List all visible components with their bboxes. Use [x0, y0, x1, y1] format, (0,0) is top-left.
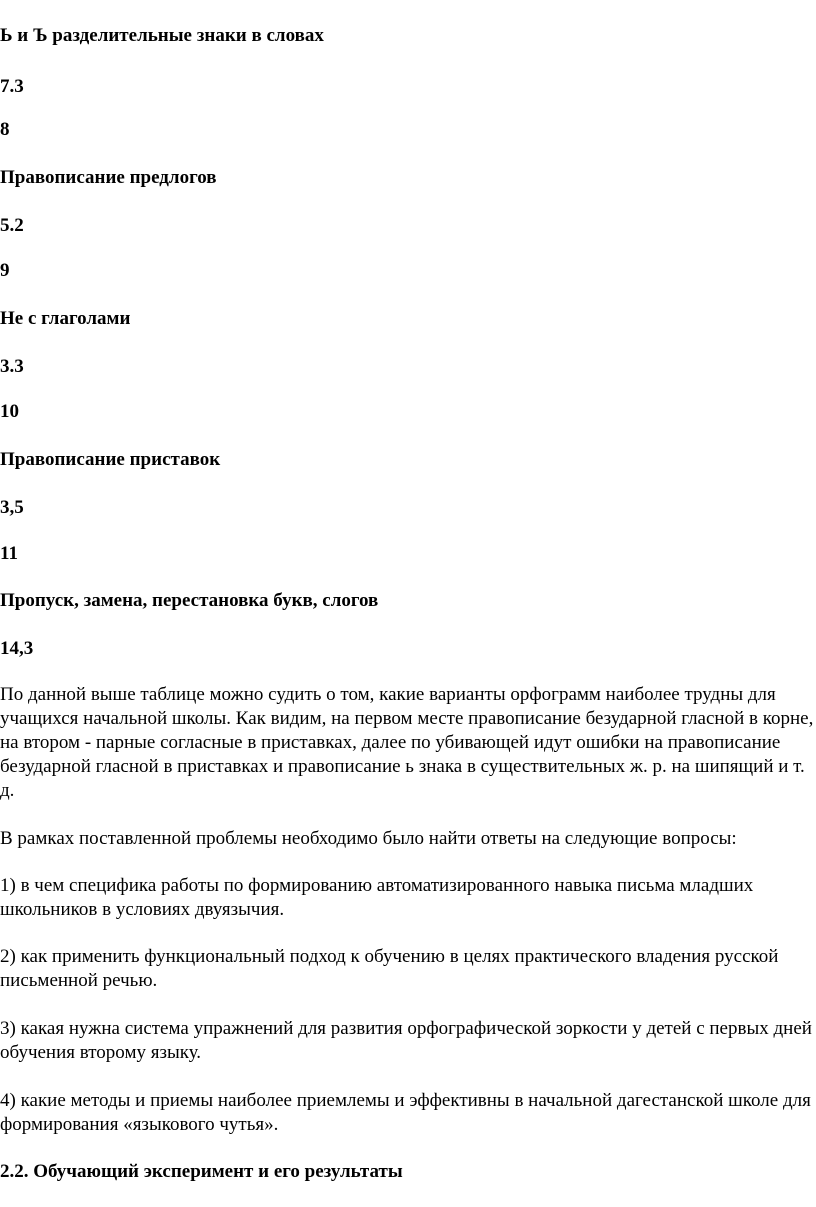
questions-intro-paragraph: В рамках поставленной проблемы необходимо было найти ответы на следующие вопросы: [0, 828, 737, 849]
row-12-number: 11 [0, 543, 18, 564]
section-heading: 2.2. Обучающий эксперимент и его результаты [0, 1161, 403, 1182]
analysis-paragraph: По данной выше таблице можно судить о том, какие варианты орфограмм наиболее трудны для учащихся начальной школы. Как видим, на первом месте правописание безударной гласной в корне, на втором - парные согласные в приставках, далее по убивающей идут ошибки на правописание безударной гласной в приставках и правописание ь знака в существительных ж. р. на шипящий и т. д. [0, 684, 814, 801]
row-11-number: 10 [0, 401, 19, 422]
row-10-label: Не с глаголами [0, 308, 131, 329]
question-4-paragraph: 4) какие методы и приемы наиболее приемлемы и эффективны в начальной дагестанской школе для формирования «языкового чутья». [0, 1090, 811, 1135]
row-8-label: Ь и Ъ разделительные знаки в словах [0, 25, 324, 46]
row-12-percent: 14,3 [0, 638, 34, 659]
row-10-percent: 3.3 [0, 356, 24, 377]
row-11-percent: 3,5 [0, 497, 24, 518]
row-12-label: Пропуск, замена, перестановка букв, слогов [0, 590, 379, 611]
row-11-label: Правописание приставок [0, 449, 221, 470]
question-3-paragraph: 3) какая нужна система упражнений для развития орфографической зоркости у детей с первых дней обучения второму языку. [0, 1018, 812, 1063]
question-2-paragraph: 2) как применить функциональный подход к обучению в целях практического владения русской письменной речью. [0, 946, 779, 991]
row-10-number: 9 [0, 260, 10, 281]
row-9-number: 8 [0, 119, 10, 140]
question-1-paragraph: 1) в чем специфика работы по формированию автоматизированного навыка письма младших школьников в условиях двуязычия. [0, 875, 754, 920]
row-9-label: Правописание предлогов [0, 167, 217, 188]
row-9-percent: 5.2 [0, 215, 24, 236]
row-8-percent: 7.3 [0, 76, 24, 97]
